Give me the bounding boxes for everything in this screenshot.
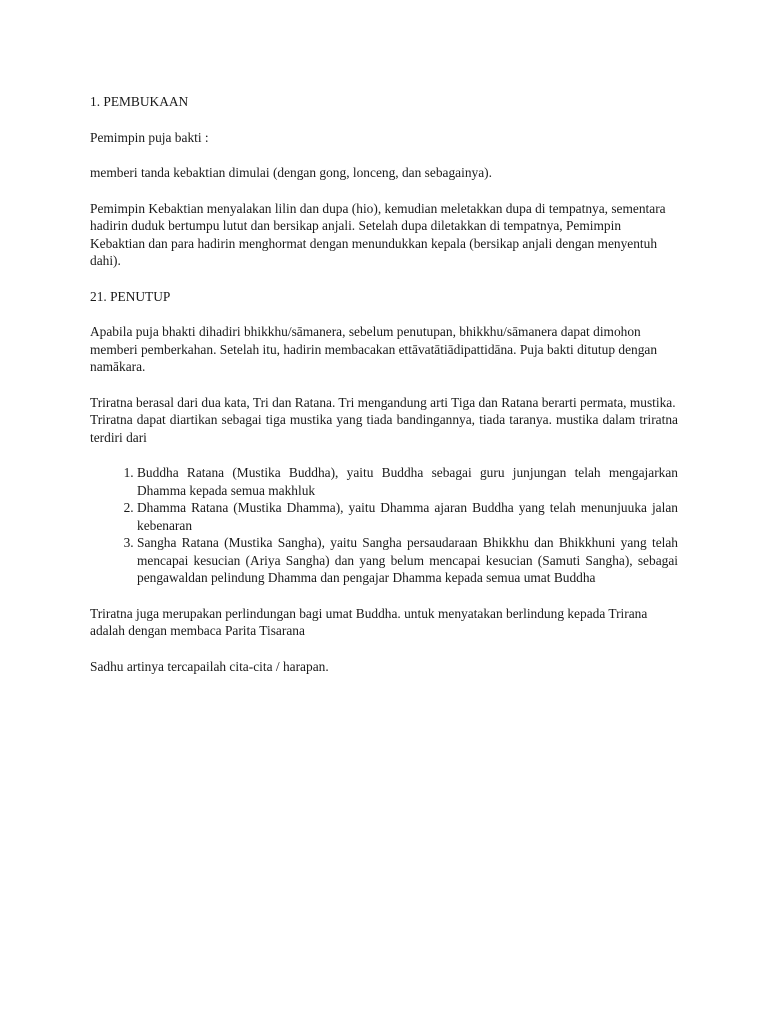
leader-label: Pemimpin puja bakti :: [90, 129, 209, 145]
pembukaan-step-2: Pemimpin Kebaktian menyalakan lilin dan dupa (hio), kemudian meletakkan dupa di tempatnya, sementara hadirin duduk bertumpu lutut dan bersikap anjali. Setelah dupa diletakkan di tempatnya, Pemimpin Kebaktian dan para hadirin menghormat dengan menundukkan kepala (bersikap anjali dengan menyentuh dahi).: [90, 200, 666, 268]
list-item: 3. Sangha Ratana (Mustika Sangha), yaitu Sangha persaudaraan Bhikkhu dan Bhikkhuni yang telah mencapai kesucian (Ariya Sangha) dan yang belum mencapai kesucian (Samuti Sangha), sebagai pengawaldan pelindung Dhamma dan pengajar Dhamma kepada semua umat Buddha: [137, 534, 678, 587]
triratna-paragraph-1: Triratna berasal dari dua kata, Tri dan Ratana. Tri mengandung arti Tiga dan Ratana berarti permata, mustika.: [90, 394, 676, 410]
pembukaan-step-1: memberi tanda kebaktian dimulai (dengan gong, lonceng, dan sebagainya).: [90, 165, 492, 180]
list-item: 2. Dhamma Ratana (Mustika Dhamma), yaitu Dhamma ajaran Buddha yang telah menunjuuka jalan kebenaran: [137, 499, 678, 534]
section-heading-penutup: 21. PENUTUP: [90, 288, 171, 304]
sadhu-paragraph: Sadhu artinya tercapailah cita-cita / harapan.: [90, 658, 329, 674]
triratna-list: [90, 464, 678, 587]
penutup-text: Apabila puja bhakti dihadiri bhikkhu/sāmanera, sebelum penutupan, bhikkhu/sāmanera dapat dimohon memberi pemberkahan. Setelah itu, hadirin membacakan ettāvatātiādipattidāna. Puja bakti ditutup dengan namākara.: [90, 324, 658, 374]
triratna-paragraph-3: Triratna juga merupakan perlindungan bagi umat Buddha. untuk menyatakan berlindung kepada Trirana adalah dengan membaca Parita Tisarana: [90, 605, 648, 638]
triratna-paragraph-2: Triratna dapat diartikan sebagai tiga mustika yang tiada bandingannya, tiada taranya. mustika dalam triratna terdiri dari: [90, 412, 678, 445]
document-page: [90, 93, 678, 675]
list-item: 1. Buddha Ratana (Mustika Buddha), yaitu Buddha sebagai guru junjungan telah mengajarkan Dhamma kepada semua makhluk: [137, 464, 678, 499]
section-heading-pembukaan: 1. PEMBUKAAN: [90, 94, 189, 109]
